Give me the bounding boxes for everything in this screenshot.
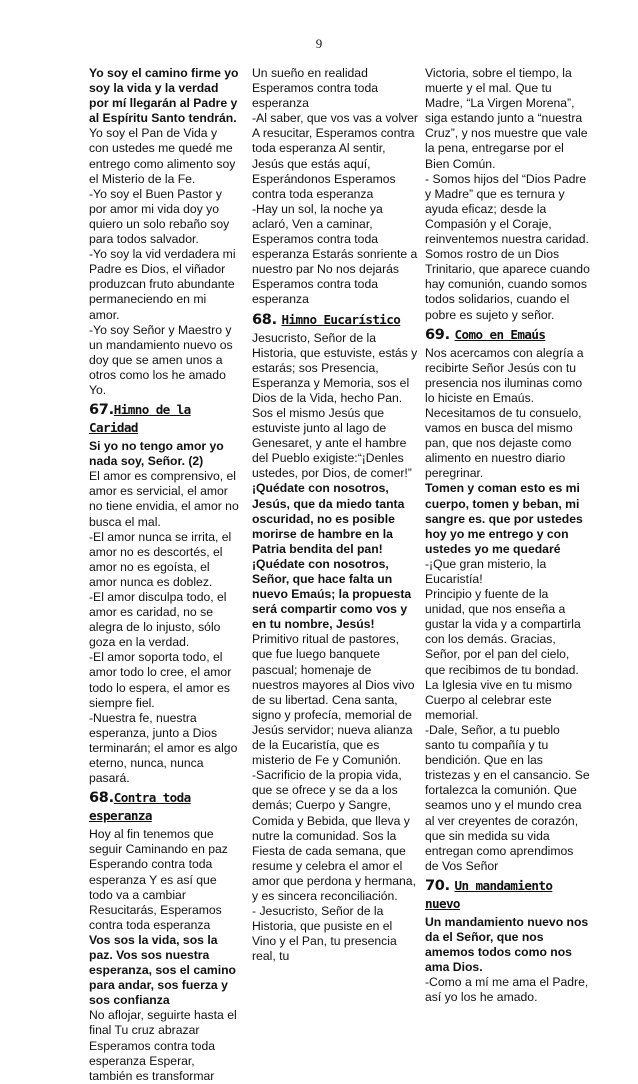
hymn-title: Un mandamiento nuevo (425, 877, 553, 911)
verse-paragraph: Yo soy el Pan de Vida y con ustedes me quedé me entrego como alimento soy el Misterio de la Fe. (89, 126, 236, 186)
hymn-title: Himno de la Caridad (89, 402, 191, 436)
text-column-2 (252, 66, 418, 964)
verse-paragraph: No aflojar, seguirte hasta el final Tu cruz abrazar Esperamos contra toda esperanza Esperar, también es transformar (89, 1008, 237, 1083)
chorus-paragraph: Yo soy el camino firme yo soy la vida y la verdad por mí llegarán al Padre y al Espíritu Santo tendrán. (89, 66, 239, 126)
hymn-title: Como en Emaús (454, 326, 546, 342)
verse-paragraph: -Yo soy el Buen Pastor y por amor mi vida doy yo quiero un solo rebaño soy para todos salvador. (89, 186, 230, 247)
verse-paragraph: Primitivo ritual de pastores, que fue luego banquete pascual; homenaje de nuestros mayores al Dios vivo de su libertad. Cena santa, signo y profecía, memorial de Jesús servidor; nueva alianza de la Eucaristía, que es misterio de Fe y Comunión. (252, 632, 415, 768)
verse-paragraph: -Sacrificio de la propia vida, que se ofrece y se da a los demás; Cuerpo y Sangre, Comida y Bebida, que lleva y nutre la comunidad. Sos la Fiesta de cada semana, que resume y celebra el amor el amor que perdona y hermana, y es sincera reconciliación. (252, 768, 416, 903)
verse-paragraph: Principio y fuente de la unidad, que nos enseña a gustar la vida y a compartirla con los demás. Gracias, Señor, por el pan del cielo, que recibimos de tu bondad. La Iglesia vive en tu mismo Cuerpo al celebrar este memorial. (425, 587, 581, 722)
verse-paragraph: Un sueño en realidad Esperamos contra toda esperanza (252, 66, 379, 111)
hymn-number: 70. (425, 877, 455, 894)
verse-paragraph: - Somos hijos del “Dios Padre y Madre” que es ternura y ayuda eficaz; desde la Compasión y el Coraje, reinventemos nuestra caridad. Somos rostro de un Dios Trinitario, que aparece cuando hay comunión, cuando somos todos solidarios, cuando el pobre es sujeto y señor. (425, 171, 590, 322)
hymn-heading (89, 789, 240, 825)
chorus-paragraph: Si yo no tengo amor yo nada soy, Señor. (2) (89, 439, 224, 469)
chorus-paragraph: Un mandamiento nuevo nos da el Señor, que nos amemos todos como nos ama Dios. (425, 914, 589, 975)
page-number: 9 (315, 36, 323, 51)
verse-paragraph: -Dale, Señor, a tu pueblo santo tu compañía y tu bendición. Que en las tristezas y en el cansancio. Se fortalezca la comunión. Que seamos uno y el mundo crea al ver creyentes de corazón, que sin medida su vida entregan como aprendimos de Vos Señor (425, 722, 590, 873)
hymn-heading (425, 326, 590, 344)
verse-paragraph: - Jesucristo, Señor de la Historia, que pusiste en el Vino y el Pan, tu presencia real, tu (252, 904, 397, 964)
verse-paragraph: -¡Que gran misterio, la Eucaristía! (425, 556, 547, 586)
hymn-number: 67. (89, 402, 114, 419)
hymn-heading (252, 311, 418, 329)
hymn-number: 68. (252, 311, 282, 328)
hymn-heading (89, 401, 240, 437)
verse-paragraph: -Como a mí me ama el Padre, así yo los he amado. (425, 975, 589, 1005)
hymn-title: Himno Eucarístico (281, 311, 401, 327)
text-column-3 (425, 66, 590, 1005)
hymn-number: 68. (89, 790, 114, 807)
chorus-paragraph: ¡Quédate con nosotros, Jesús, que da miedo tanta oscuridad, no es posible morirse de hambre en la Patria bendita del pan! ¡Quédate con nosotros, Señor, que hace falta un nuevo Emaús; la propuesta será compartir como vos y en tu nombre, Jesús! (252, 481, 412, 632)
hymn-title: Contra toda esperanza (89, 790, 191, 824)
verse-paragraph: -El amor nunca se irrita, el amor no es descortés, el amor no es egoísta, el amor nunca es doblez. (89, 529, 232, 589)
verse-paragraph: Jesucristo, Señor de la Historia, que estuviste, estás y estarás; sos Presencia, Esperanza y Memoria, sos el Dios de la Vida, hecho Pan. (252, 330, 418, 405)
hymn-heading (425, 877, 590, 913)
verse-paragraph: -Nuestra fe, nuestra esperanza, junto a Dios terminarán; el amor es algo eterno, nunca, nunca pasará. (89, 710, 238, 786)
text-column-1 (89, 66, 240, 1084)
verse-paragraph: Sos el mismo Jesús que estuviste junto al lago de Genesaret, y ante el hambre del Pueblo exigiste:“¡Denles ustedes, por Dios, de comer!” (252, 405, 412, 481)
verse-paragraph: -Yo soy la vid verdadera mi Padre es Dios, el viñador produzcan fruto abundante permaneciendo en mi amor. (89, 247, 236, 322)
chorus-paragraph: Tomen y coman esto es mi cuerpo, tomen y beban, mi sangre es. que por ustedes hoy yo me entrego y con ustedes yo me quedaré (425, 481, 583, 556)
hymn-number: 69. (425, 326, 455, 343)
verse-paragraph: -El amor disculpa todo, el amor es caridad, no se alegra de lo injusto, sólo goza en la verdad. (89, 590, 227, 650)
verse-paragraph: -Al saber, que vos vas a volver A resucitar, Esperamos contra toda esperanza Al sentir, Jesús que estás aquí, Esperándonos Esperamos contra toda esperanza (252, 111, 418, 201)
verse-paragraph: Hoy al fin tenemos que seguir Caminando en paz Esperando contra toda esperanza Y es así que todo va a cambiar Resucitarás, Esperamos contra toda esperanza (89, 827, 228, 932)
verse-paragraph: Victoria, sobre el tiempo, la muerte y el mal. Que tu Madre, “La Virgen Morena”, siga estando junto a “nuestra Cruz”, y nos muestre que vale la pena, entregarse por el Bien Común. (425, 66, 588, 171)
verse-paragraph: -Hay un sol, la noche ya aclaró, Ven a caminar, Esperamos contra toda esperanza Estarás sonriente a nuestro par No nos dejarás Esperamos contra toda esperanza (252, 201, 418, 307)
verse-paragraph: -Yo soy Señor y Maestro y un mandamiento nuevo os doy que se amen unos a otros como los he amado Yo. (89, 322, 233, 397)
chorus-paragraph: Vos sos la vida, sos la paz. Vos sos nuestra esperanza, sos el camino para andar, sos fuerza y sos confianza (89, 932, 236, 1008)
verse-paragraph: El amor es comprensivo, el amor es servicial, el amor no tiene envidia, el amor no busca el mal. (89, 469, 239, 529)
verse-paragraph: Nos acercamos con alegría a recibirte Señor Jesús con tu presencia nos iluminas como lo hiciste en Emaús. Necesitamos de tu consuelo, vamos en busca del mismo pan, que nos dejaste como alimento en nuestro diario peregrinar. (425, 345, 584, 481)
verse-paragraph: -El amor soporta todo, el amor todo lo cree, el amor todo lo espera, el amor es siempre fiel. (89, 650, 232, 710)
